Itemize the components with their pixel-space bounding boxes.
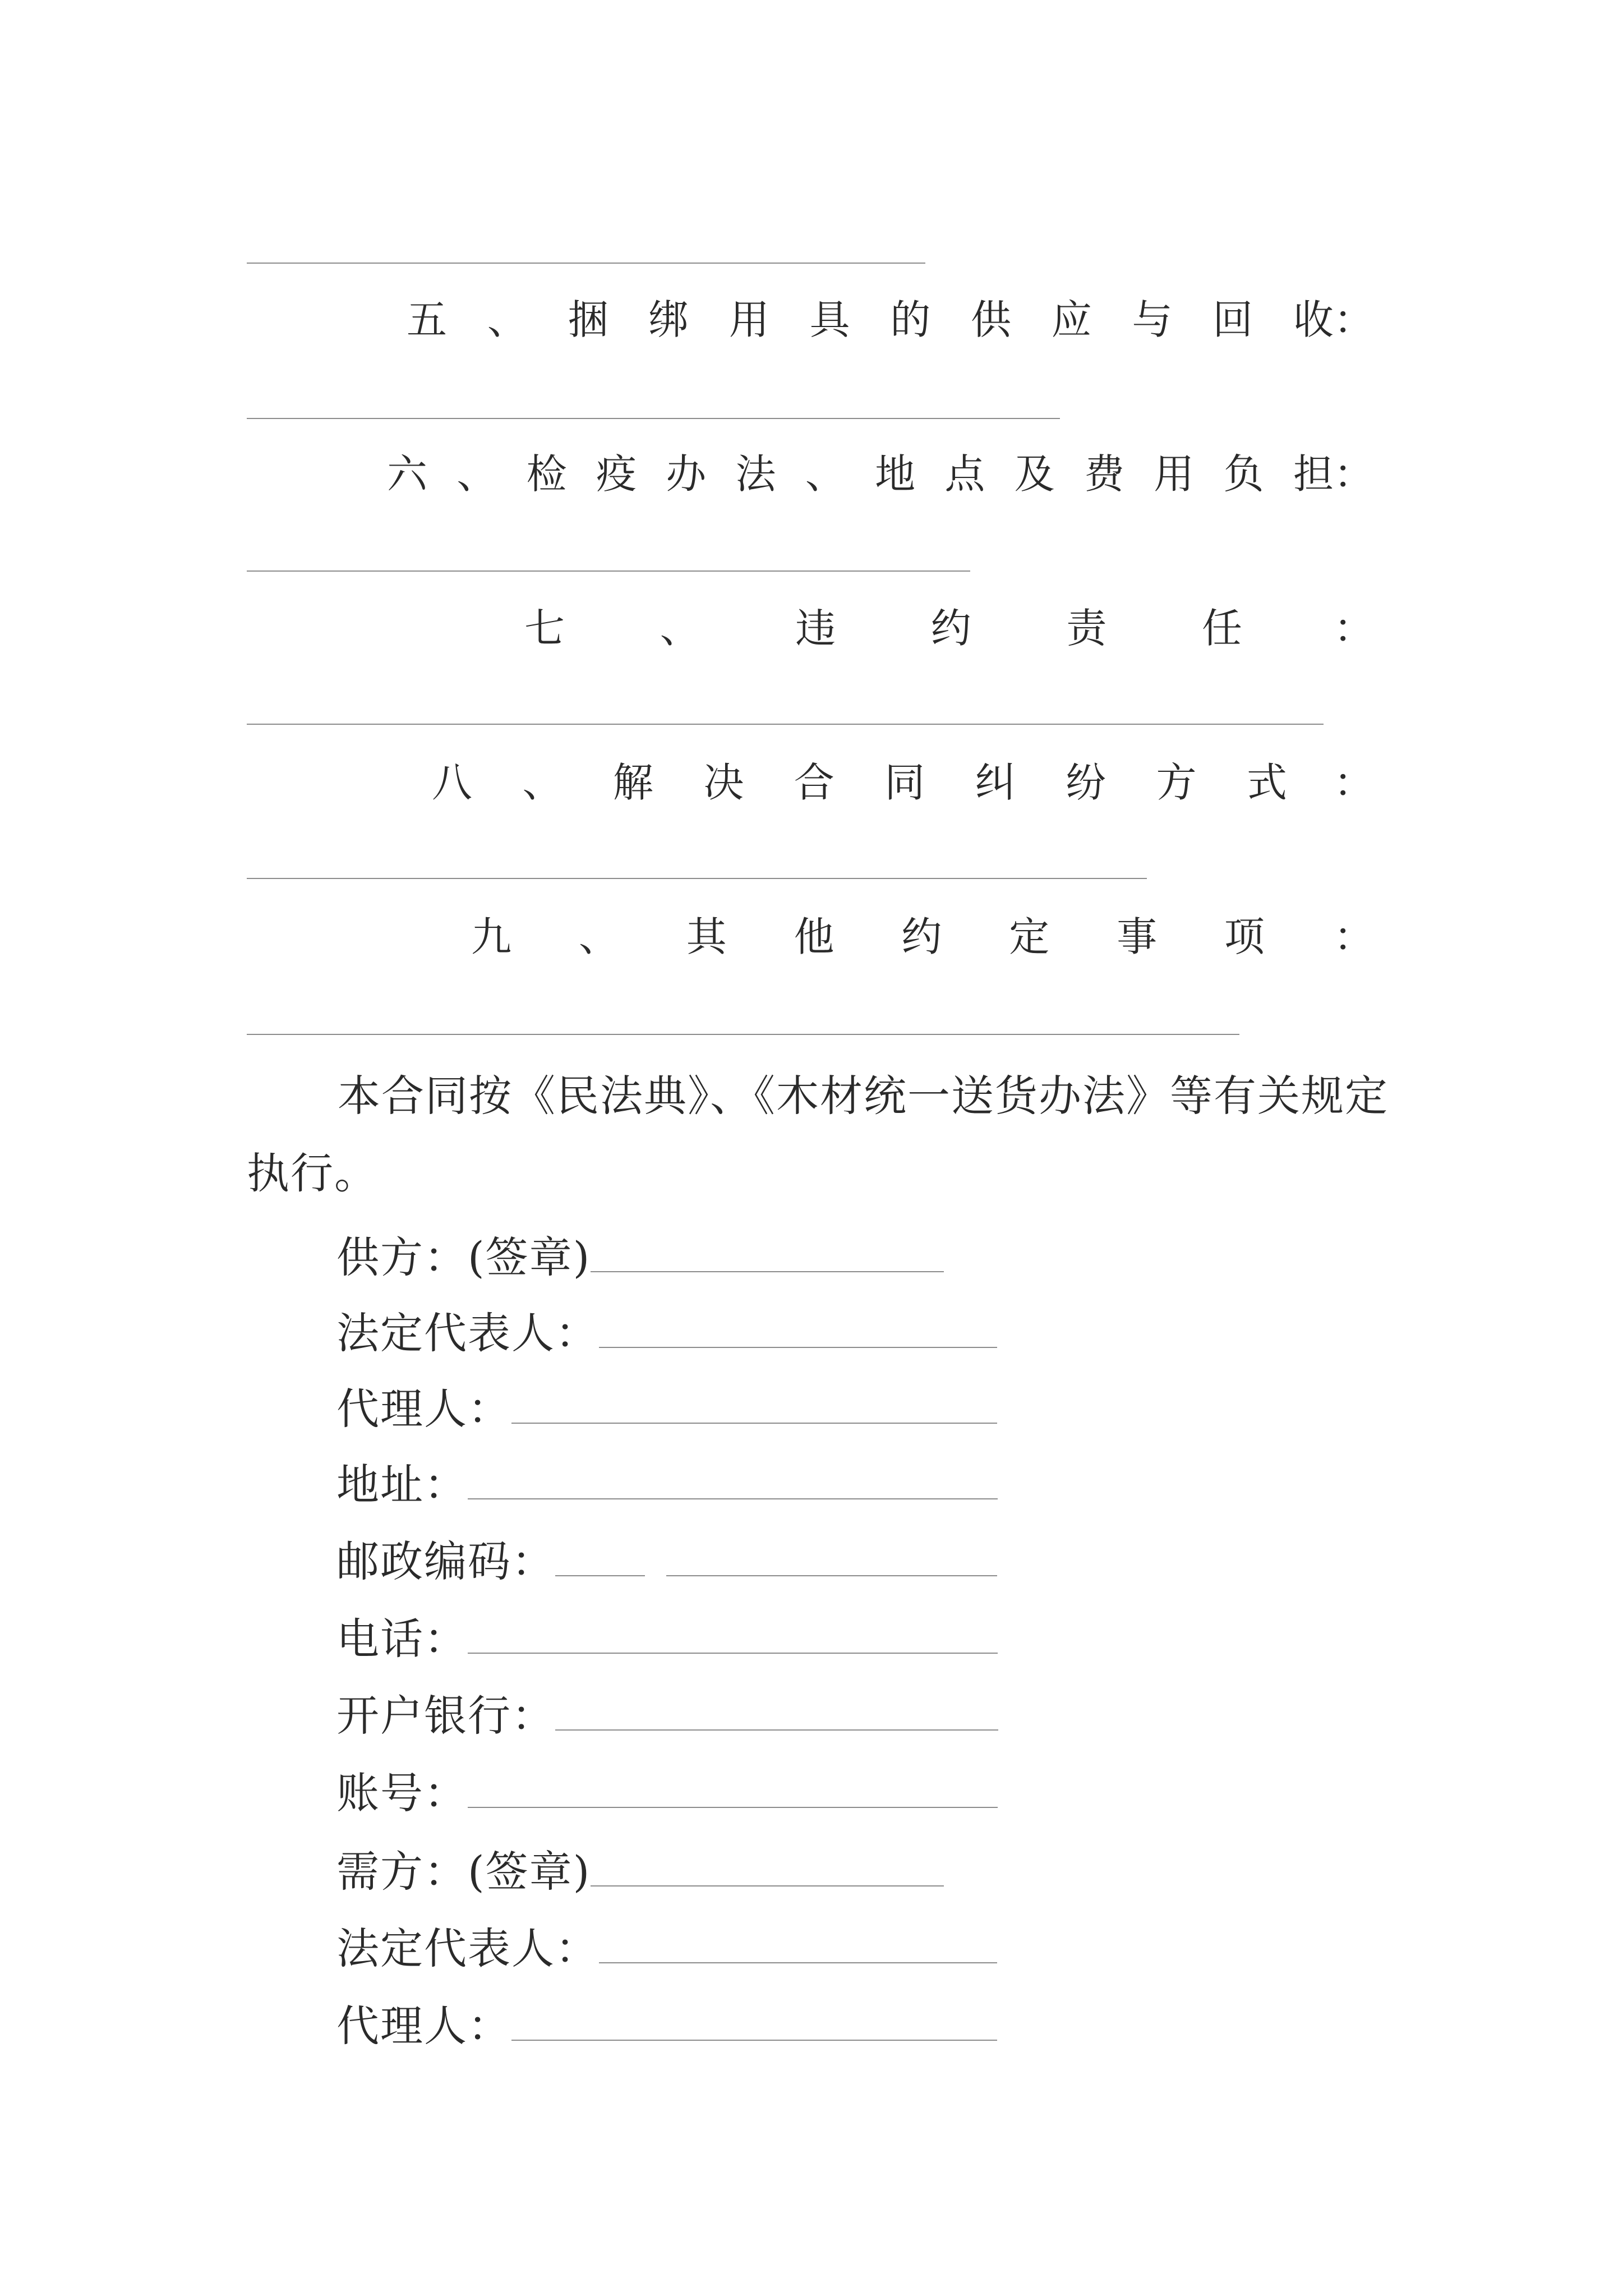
clause-colon: ： bbox=[1333, 296, 1374, 343]
blank-line[interactable] bbox=[247, 724, 1324, 725]
input-line[interactable] bbox=[468, 1653, 998, 1654]
clause-char: 、 bbox=[660, 605, 700, 652]
supplier-address-field bbox=[336, 1444, 998, 1510]
clause-char: 解 bbox=[612, 759, 653, 806]
signature-line[interactable] bbox=[591, 1271, 944, 1272]
clause-char: 、 bbox=[457, 450, 497, 498]
clause-char: 用 bbox=[1154, 450, 1195, 498]
input-line[interactable] bbox=[555, 1729, 998, 1731]
supplier-bank-field bbox=[336, 1676, 998, 1741]
clause-label bbox=[387, 440, 1334, 508]
clause-char: 与 bbox=[1132, 296, 1173, 343]
clause-char: 六 bbox=[387, 450, 428, 498]
buyer-legal-rep-field bbox=[336, 1908, 997, 1973]
clause-char: 费 bbox=[1083, 450, 1124, 498]
governing-law-statement: 本合同按《民法典》、《木材统一送货办法》等有关规定执行。 bbox=[247, 1071, 1389, 1198]
blank-line bbox=[247, 263, 925, 264]
clause-char: 同 bbox=[884, 759, 925, 806]
field-label: 供方：(签章) bbox=[336, 1232, 591, 1282]
input-line[interactable] bbox=[555, 1575, 645, 1576]
clause-char: 责 bbox=[1066, 605, 1107, 652]
supplier-agent-field bbox=[336, 1369, 997, 1434]
clause-char: 违 bbox=[795, 605, 836, 652]
clause-dispute bbox=[247, 749, 1374, 816]
input-line[interactable] bbox=[599, 1347, 997, 1348]
clause-char: 纷 bbox=[1066, 759, 1106, 806]
clause-char: 担 bbox=[1293, 450, 1334, 498]
clause-char: 具 bbox=[809, 296, 850, 343]
clause-char: 其 bbox=[686, 913, 727, 960]
input-line[interactable] bbox=[599, 1962, 997, 1963]
clause-char: 约 bbox=[901, 913, 942, 960]
buyer-agent-field bbox=[336, 1986, 997, 2051]
clause-char: 、 bbox=[522, 759, 563, 806]
field-label: 账号： bbox=[336, 1768, 468, 1818]
clause-char: 法 bbox=[735, 450, 776, 498]
clause-char: 式 bbox=[1246, 759, 1287, 806]
clause-char: 回 bbox=[1212, 296, 1253, 343]
clause-char: 负 bbox=[1223, 450, 1264, 498]
clause-inspection bbox=[247, 440, 1374, 508]
clause-colon: ： bbox=[1333, 605, 1374, 652]
clause-char: 及 bbox=[1014, 450, 1055, 498]
clause-char: 收 bbox=[1293, 296, 1334, 343]
field-label: 地址： bbox=[336, 1460, 468, 1510]
clause-label bbox=[432, 749, 1287, 816]
clause-char: 八 bbox=[432, 759, 473, 806]
supplier-legal-rep-field bbox=[336, 1293, 997, 1358]
field-label: 电话： bbox=[336, 1614, 468, 1664]
clause-char: 点 bbox=[944, 450, 985, 498]
input-line[interactable] bbox=[511, 1423, 997, 1424]
input-line[interactable] bbox=[666, 1575, 997, 1576]
clause-char: 疫 bbox=[596, 450, 637, 498]
clause-char: 他 bbox=[794, 913, 834, 960]
clause-char: 纠 bbox=[975, 759, 1016, 806]
clause-char: 定 bbox=[1009, 913, 1050, 960]
clause-char: 捆 bbox=[568, 296, 608, 343]
field-label: 需方：(签章) bbox=[336, 1847, 591, 1897]
input-line[interactable] bbox=[511, 2040, 997, 2041]
clause-colon: ： bbox=[1333, 913, 1374, 960]
field-label: 法定代表人： bbox=[336, 1308, 599, 1358]
field-label: 开户银行： bbox=[336, 1691, 555, 1741]
clause-char: 、 bbox=[805, 450, 846, 498]
supplier-postal-code-field bbox=[336, 1521, 997, 1586]
clause-char: 决 bbox=[703, 759, 744, 806]
blank-line[interactable] bbox=[247, 878, 1147, 879]
clause-char: 五 bbox=[407, 296, 448, 343]
clause-char: 的 bbox=[890, 296, 931, 343]
clause-binding-materials bbox=[247, 286, 1374, 353]
supplier-phone-field bbox=[336, 1599, 998, 1664]
clause-colon: ： bbox=[1333, 759, 1374, 806]
clause-char: 、 bbox=[487, 296, 528, 343]
field-label: 邮政编码： bbox=[336, 1536, 555, 1586]
clause-label bbox=[471, 903, 1265, 970]
field-label: 法定代表人： bbox=[336, 1924, 599, 1973]
clause-char: 项 bbox=[1224, 913, 1265, 960]
blank-line[interactable] bbox=[247, 1034, 1239, 1035]
field-label: 代理人： bbox=[336, 2001, 511, 2051]
clause-char: 合 bbox=[794, 759, 834, 806]
blank-line[interactable] bbox=[247, 570, 970, 572]
clause-char: 任 bbox=[1201, 605, 1242, 652]
clause-char: 约 bbox=[930, 605, 971, 652]
clause-label bbox=[407, 286, 1334, 353]
clause-char: 应 bbox=[1051, 296, 1092, 343]
clause-char: 办 bbox=[666, 450, 707, 498]
clause-char: 事 bbox=[1117, 913, 1158, 960]
clause-other-matters bbox=[247, 903, 1374, 970]
clause-colon: ： bbox=[1333, 450, 1374, 498]
input-line[interactable] bbox=[468, 1498, 998, 1499]
clause-char: 七 bbox=[524, 605, 565, 652]
field-label: 代理人： bbox=[336, 1384, 511, 1434]
clause-char: 用 bbox=[728, 296, 769, 343]
buyer-signature-field bbox=[336, 1832, 944, 1897]
clause-char: 检 bbox=[526, 450, 567, 498]
blank-line[interactable] bbox=[247, 418, 1060, 419]
input-line[interactable] bbox=[468, 1807, 998, 1808]
clause-char: 供 bbox=[971, 296, 1012, 343]
clause-char: 、 bbox=[578, 913, 619, 960]
supplier-account-field bbox=[336, 1753, 998, 1818]
clause-label bbox=[524, 595, 1242, 662]
clause-char: 地 bbox=[875, 450, 916, 498]
clause-liability bbox=[247, 595, 1374, 662]
signature-line[interactable] bbox=[591, 1885, 944, 1887]
clause-char: 方 bbox=[1156, 759, 1197, 806]
supplier-signature-field bbox=[336, 1217, 944, 1282]
clause-char: 绑 bbox=[648, 296, 689, 343]
clause-char: 九 bbox=[471, 913, 512, 960]
